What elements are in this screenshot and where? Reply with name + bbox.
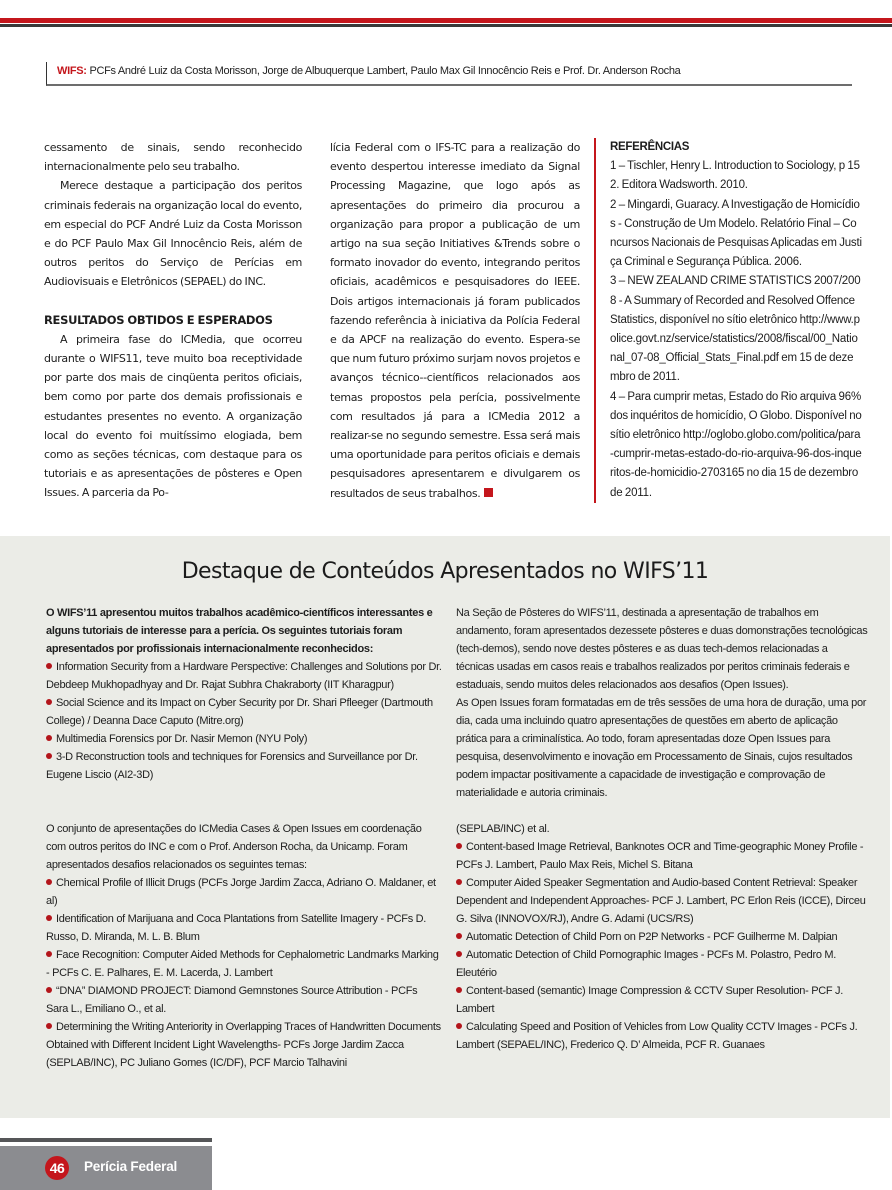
references-column xyxy=(610,138,862,503)
open-issue-continuation: (SEPLAB/INC) et al. xyxy=(456,823,550,835)
section-heading: RESULTADOS OBTIDOS E ESPERADOS xyxy=(44,312,273,327)
open-issue-item: Automatic Detection of Child Pornographic Images - PCFs M. Polastro, Pedro M. Eleutério xyxy=(456,949,837,979)
page-number-badge: 46 xyxy=(45,1156,69,1180)
tutorial-item: 3-D Reconstruction tools and techniques for Forensics and Surveillance por Dr. Eugene Liscio (AI2-3D) xyxy=(46,751,418,781)
article-column-1 xyxy=(44,138,302,503)
open-issue-item: Computer Aided Speaker Segmentation and Audio-based Content Retrieval: Speaker Dependent and Independent Approaches- PCF J. Lambert, PC Erlon Reis (ICCE), Dirceu G. Silva (INNOVOX/RJ), Andre G. Adami (UCS/RS) xyxy=(456,877,866,925)
references-heading: REFERÊNCIAS xyxy=(610,141,690,153)
bullet-icon xyxy=(456,1023,462,1029)
open-issue-item: Chemical Profile of Illicit Drugs (PCFs Jorge Jardim Zacca, Adriano O. Maldaner, et al) xyxy=(46,877,436,907)
reference-item: 1 – Tischler, Henry L. Introduction to Sociology, p 152. Editora Wadsworth. 2010. xyxy=(610,160,860,192)
open-issues-column-right xyxy=(456,820,868,1072)
section-tag: WIFS: xyxy=(57,65,87,77)
footer-rule-gap xyxy=(0,1142,212,1145)
top-rule xyxy=(0,18,892,28)
open-issue-item: Identification of Marijuana and Coca Plantations from Satellite Imagery - PCFs D. Russo, D. Miranda, M. L. B. Blum xyxy=(46,913,427,943)
reference-item: 2 – Mingardi, Guaracy. A Investigação de Homicídios - Construção de Um Modelo. Relatório Final – Concursos Nacionais de Pesquisas Aplicadas em Justiça Criminal e Segurança Pública. 2006. xyxy=(610,198,862,269)
bullet-icon xyxy=(46,753,52,759)
bullet-icon xyxy=(456,987,462,993)
bullet-icon xyxy=(456,879,462,885)
top-rule-red xyxy=(0,18,892,23)
bullet-icon xyxy=(456,951,462,957)
article-body xyxy=(44,138,862,503)
highlight-panel xyxy=(0,536,890,1118)
author-names: PCFs André Luiz da Costa Morisson, Jorge de Albuquerque Lambert, Paulo Max Gil Innocêncio Reis e Prof. Dr. Anderson Rocha xyxy=(89,65,681,77)
end-of-article-icon xyxy=(484,488,493,497)
open-issue-item: Calculating Speed and Position of Vehicles from Low Quality CCTV Images - PCFs J. Lambert (SEPAEL/INC), Frederico Q. D’ Almeida, PCF R. Guanaes xyxy=(456,1021,858,1051)
open-issue-item: Automatic Detection of Child Porn on P2P Networks - PCF Guilherme M. Dalpian xyxy=(456,928,868,946)
article-column-2 xyxy=(330,138,580,503)
tutorials-column xyxy=(46,604,442,802)
panel-title: Destaque de Conteúdos Apresentados no WIFS’11 xyxy=(181,559,709,584)
page-footer xyxy=(0,1138,212,1190)
panel-columns xyxy=(46,604,868,1072)
paragraph: A primeira fase do ICMedia, que ocorreu durante o WIFS11, teve muito boa receptividade por parte dos mais de cinqüenta peritos oficiais, bem como por parte dos demais profissionais e estudantes presentes no evento. A organização local do evento foi muitíssimo elogiada, bem como as seções técnicas, com destaque para os tutoriais e as apresentações de pôsteres e Open Issues. A parceria da Po- xyxy=(44,332,302,500)
posters-paragraph: Na Seção de Pôsteres do WIFS’11, destinada a apresentação de trabalhos em andamento, foram apresentados dezessete pôsteres e duas domonstrações tecnológicas (tech-demos), sendo nove destes pôsteres e as duas tech-demos relacionadas a técnicas usadas em casos reais e trabalhos realizados por peritos criminais federais e estaduais, sendo muitos deles relacionados aos desafios (Open Issues). xyxy=(456,607,868,691)
bullet-icon xyxy=(46,663,52,669)
bullet-icon xyxy=(456,933,462,939)
bullet-icon xyxy=(46,987,52,993)
reference-item: 4 – Para cumprir metas, Estado do Rio arquiva 96% dos inquéritos de homicídio, O Globo. Disponível no sítio eletrônico http://oglobo.globo.com/politica/para-cumprir-metas-estado-do-rio-arquiva-96-dos-inqueritos-de-homicidio-2703165 no dia 15 de dezembro de 2011. xyxy=(610,390,862,499)
tutorial-item: Information Security from a Hardware Perspective: Challenges and Solutions por Dr. Debdeep Mukhopadhyay and Dr. Rajat Subhra Chakraborty (IIT Kharagpur) xyxy=(46,661,442,691)
open-issues-paragraph: As Open Issues foram formatadas em de três sessões de uma hora de duração, uma por dia, cada uma incluindo quatro apresentações de questões em aberto de aplicação prática para a criminalística. Ao todo, foram apresentadas doze Open Issues para pesquisa, desenvolvimento e inovação em Processamento de Sinais, cujos resultados podem impactar positivamente a capacidade de investigação e comprovação de materialidade e autoria criminais. xyxy=(456,697,867,799)
open-issue-item: Content-based (semantic) Image Compression & CCTV Super Resolution- PCF J. Lambert xyxy=(456,985,844,1015)
posters-column xyxy=(456,604,868,802)
bullet-icon xyxy=(46,951,52,957)
open-issues-intro: O conjunto de apresentações do ICMedia Cases & Open Issues em coordenação com outros peritos do INC e com o Prof. Anderson Rocha, da Unicamp. Foram apresentados desafios relacionados os seguintes temas: xyxy=(46,823,422,871)
bullet-icon xyxy=(456,843,462,849)
magazine-name: Perícia Federal xyxy=(84,1159,178,1174)
top-rule-dark xyxy=(0,24,892,27)
open-issue-item: Determining the Writing Anteriority in Overlapping Traces of Handwritten Documents Obtained with Different Incident Light Wavelengths- PCFs Jorge Jardim Zacca (SEPLAB/INC), PC Juliano Gomes (IC/DF), PCF Marcio Talhavini xyxy=(46,1021,441,1069)
open-issue-item: Face Recognition: Computer Aided Methods for Cephalometric Landmarks Marking - PCFs C. E. Palhares, E. M. Lacerda, J. Lambert xyxy=(46,949,439,979)
intro-paragraph: O WIFS’11 apresentou muitos trabalhos acadêmico-científicos interessantes e alguns tutoriais de interesse para a perícia. Os seguintes tutoriais foram apresentados por profissionais internacionalmente reconhecidos: xyxy=(46,607,433,655)
bullet-icon xyxy=(46,1023,52,1029)
bullet-icon xyxy=(46,879,52,885)
bullet-icon xyxy=(46,915,52,921)
tutorial-item: Multimedia Forensics por Dr. Nasir Memon (NYU Poly) xyxy=(46,730,442,748)
footer-plate xyxy=(0,1146,212,1190)
paragraph: cessamento de sinais, sendo reconhecido internacionalmente pelo seu trabalho. xyxy=(44,141,302,174)
column-divider xyxy=(594,138,596,503)
author-line xyxy=(57,62,852,80)
open-issue-item: “DNA” DIAMOND PROJECT: Diamond Gemnstones Source Attribution - PCFs Sara L., Emiliano O., et al. xyxy=(46,985,418,1015)
paragraph xyxy=(330,138,580,503)
bullet-icon xyxy=(46,699,52,705)
reference-item: 3 – NEW ZEALAND CRIME STATISTICS 2007/2008 - A Summary of Recorded and Resolved Offence Statistics, disponível no sítio eletrônico http://www.police.govt.nz/service/statistics/2008/fiscal/00_National_07-08_Official_Stats_Final.pdf em 15 de dezembro de 2011. xyxy=(610,275,861,384)
paragraph-gap xyxy=(44,292,302,311)
author-header xyxy=(46,62,852,86)
tutorial-item: Social Science and its Impact on Cyber Security por Dr. Shari Pfleeger (Dartmouth College) / Deanna Dace Caputo (Mitre.org) xyxy=(46,697,433,727)
open-issues-column-left xyxy=(46,820,442,1072)
open-issue-item: Content-based Image Retrieval, Banknotes OCR and Time-geographic Money Profile - PCFs J. Lambert, Paulo Max Reis, Michel S. Bitana xyxy=(456,841,864,871)
bullet-icon xyxy=(46,735,52,741)
paragraph: Merece destaque a participação dos peritos criminais federais na organização local do evento, em especial do PCF André Luiz da Costa Morisson e do PCF Paulo Max Gil Innocêncio Reis, além de outros peritos do Serviço de Perícias em Audiovisuais e Eletrônicos (SEPAEL) do INC. xyxy=(44,179,302,289)
paragraph-text: lícia Federal com o IFS-TC para a realização do evento despertou interesse imediato da Signal Processing Magazine, que logo após as apresentações do primeiro dia procurou a organização para propor a publicação de um artigo na sua seção Initiatives &Trends sobre o formato inovador do evento, integrando peritos oficiais, acadêmicos e pesquisadores do IEEE. Dois artigos internacionais já foram publicados fazendo referência à iniciativa da Polícia Federal e da APCF na realização do evento. Espera-se que num futuro próximo surjam novos projetos e avanços técnico--científicos relacionados aos temas propostos pela perícia, possivelmente com resultados já para a ICMedia 2012 a realizar-se no segundo semestre. Essa será mais uma oportunidade para peritos oficiais e demais pesquisadores apresentarem e divulgarem os resultados de seus trabalhos. xyxy=(330,141,580,500)
